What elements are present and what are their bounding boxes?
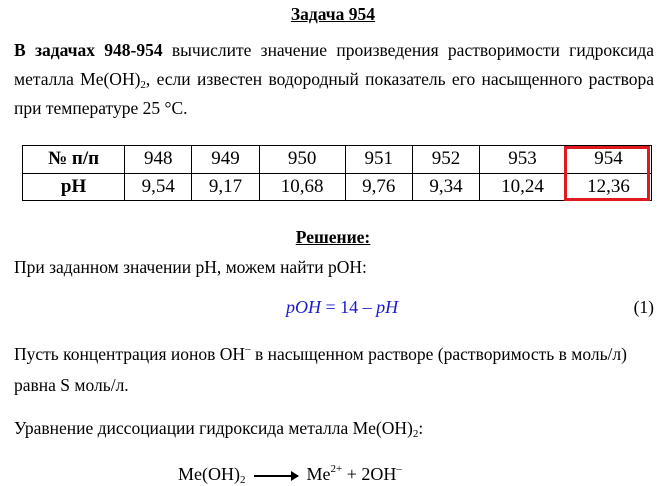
table-cell: 951 xyxy=(345,146,412,174)
text-line-concentration-cont: равна S моль/л. xyxy=(14,375,129,395)
table-row xyxy=(23,173,652,201)
text-line-dissociation: Уравнение диссоциации гидроксида металла $Me(OH)_2$: xyxy=(14,418,424,440)
table-cell: 9,34 xyxy=(412,173,479,201)
table-cell: 9,76 xyxy=(345,173,412,201)
table-cell: 10,68 xyxy=(259,173,345,201)
problem-title: Задача 954 xyxy=(290,4,376,24)
ph-table xyxy=(22,145,652,201)
formula-number: (1) xyxy=(633,297,654,317)
table-cell: 950 xyxy=(259,146,345,174)
text-line-ph: При заданном значении pH, можем найти pOH: xyxy=(14,257,367,277)
table-cell: 952 xyxy=(412,146,479,174)
table-cell: 9,54 xyxy=(125,173,192,201)
dissociation-equation: $Me(OH)_2$ $Me^{2+} + 2OH^-$ xyxy=(178,463,402,486)
table-cell: pH xyxy=(23,173,125,201)
table-cell: № п/п xyxy=(23,146,125,174)
problem-statement: В задачах 948-954 вычислите значение произведения растворимости гидроксида металла $Me(OH)_2$, если известен водородный показатель его насыщенного раствора при температуре 25 °С. xyxy=(14,40,655,118)
table-cell: 12,36 xyxy=(565,173,651,201)
table-cell: 949 xyxy=(192,146,259,174)
highlight-box xyxy=(564,146,650,201)
table-cell: 10,24 xyxy=(480,173,566,201)
table-header-row xyxy=(23,146,652,174)
solution-heading: Решение: xyxy=(295,227,371,247)
table-cell: 954 xyxy=(565,146,651,174)
table-cell: 953 xyxy=(480,146,566,174)
formula-poh: pOH = 14 – pH xyxy=(286,297,399,317)
table-cell: 9,17 xyxy=(192,173,259,201)
table-cell: 948 xyxy=(125,146,192,174)
reaction-arrow-icon xyxy=(254,475,298,477)
problem-range: В задачах 948-954 xyxy=(14,40,163,60)
text-line-concentration: Пусть концентрация ионов OH– в насыщенном растворе (растворимость в моль/л) xyxy=(14,343,627,364)
